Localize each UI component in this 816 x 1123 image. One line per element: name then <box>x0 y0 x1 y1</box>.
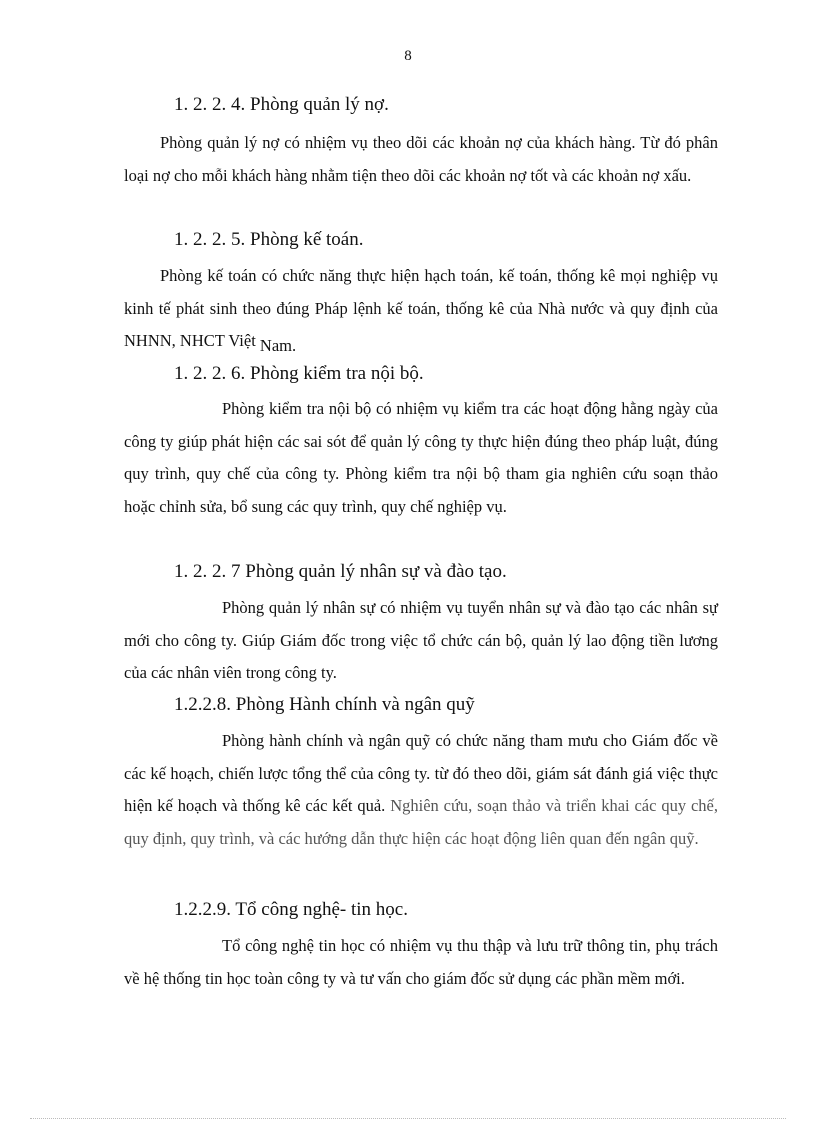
section-heading-admin-treasury: 1.2.2.8. Phòng Hành chính và ngân quỹ <box>174 694 475 715</box>
admin-treasury-paragraph-gray: Nghiên cứu, soạn thảo và triển khai các quy chế, quy định, quy trình, và các hướng dẫn thực hiện các hoạt động liên quan đến ngân quỹ. <box>124 796 719 848</box>
section-paragraph-admin-treasury <box>124 725 718 855</box>
section-paragraph-accounting <box>124 260 718 358</box>
section-heading-accounting: 1. 2. 2. 5. Phòng kế toán. <box>174 229 364 250</box>
section-paragraph-hr-training: Phòng quản lý nhân sự có nhiệm vụ tuyển nhân sự và đào tạo các nhân sự mới cho công ty. Giúp Giám đốc trong việc tổ chức cán bộ, quản lý lao động tiền lương của các nhân viên trong công ty. <box>124 598 718 682</box>
section-heading-internal-audit: 1. 2. 2. 6. Phòng kiểm tra nội bộ. <box>174 363 424 384</box>
accounting-paragraph-tail: Nam. <box>259 336 297 355</box>
section-paragraph-debt-management: Phòng quản lý nợ có nhiệm vụ theo dõi các khoản nợ của khách hàng. Từ đó phân loại nợ cho mỗi khách hàng nhằm tiện theo dõi các khoản nợ tốt và các khoản nợ xấu. <box>124 133 718 185</box>
admin-treasury-paragraph-main: Phòng hành chính và ngân quỹ có chức năng tham mưu cho Giám đốc về các kế hoạch, chiến lược tổng thể của công ty. từ đó theo dõi, giám sát đánh giá việc thực hiện kế hoạch và thống kê các kết quả. <box>124 731 718 815</box>
section-heading-it-team: 1.2.2.9. Tổ công nghệ- tin học. <box>174 899 408 920</box>
section-heading-debt-management: 1. 2. 2. 4. Phòng quản lý nợ. <box>174 94 389 115</box>
section-paragraph-internal-audit: Phòng kiểm tra nội bộ có nhiệm vụ kiểm tra các hoạt động hằng ngày của công ty giúp phát hiện các sai sót để quản lý công ty thực hiện đúng theo pháp luật, đúng quy trình, quy chế của công ty. Phòng kiểm tra nội bộ tham gia nghiên cứu soạn thảo hoặc chỉnh sửa, bổ sung các quy trình, quy chế nghiệp vụ. <box>124 399 718 516</box>
section-heading-hr-training: 1. 2. 2. 7 Phòng quản lý nhân sự và đào tạo. <box>174 561 507 582</box>
section-paragraph-it-team: Tổ công nghệ tin học có nhiệm vụ thu thập và lưu trữ thông tin, phụ trách về hệ thống tin học toàn công ty và tư vấn cho giám đốc sử dụng các phần mềm mới. <box>124 936 718 988</box>
page-number: 8 <box>404 48 412 64</box>
accounting-paragraph-main: Phòng kế toán có chức năng thực hiện hạch toán, kế toán, thống kê mọi nghiệp vụ kinh tế phát sinh theo đúng Pháp lệnh kế toán, thống kê của Nhà nước và quy định của NHNN, NHCT Việt <box>124 266 718 350</box>
page-bottom-divider <box>30 1118 786 1119</box>
